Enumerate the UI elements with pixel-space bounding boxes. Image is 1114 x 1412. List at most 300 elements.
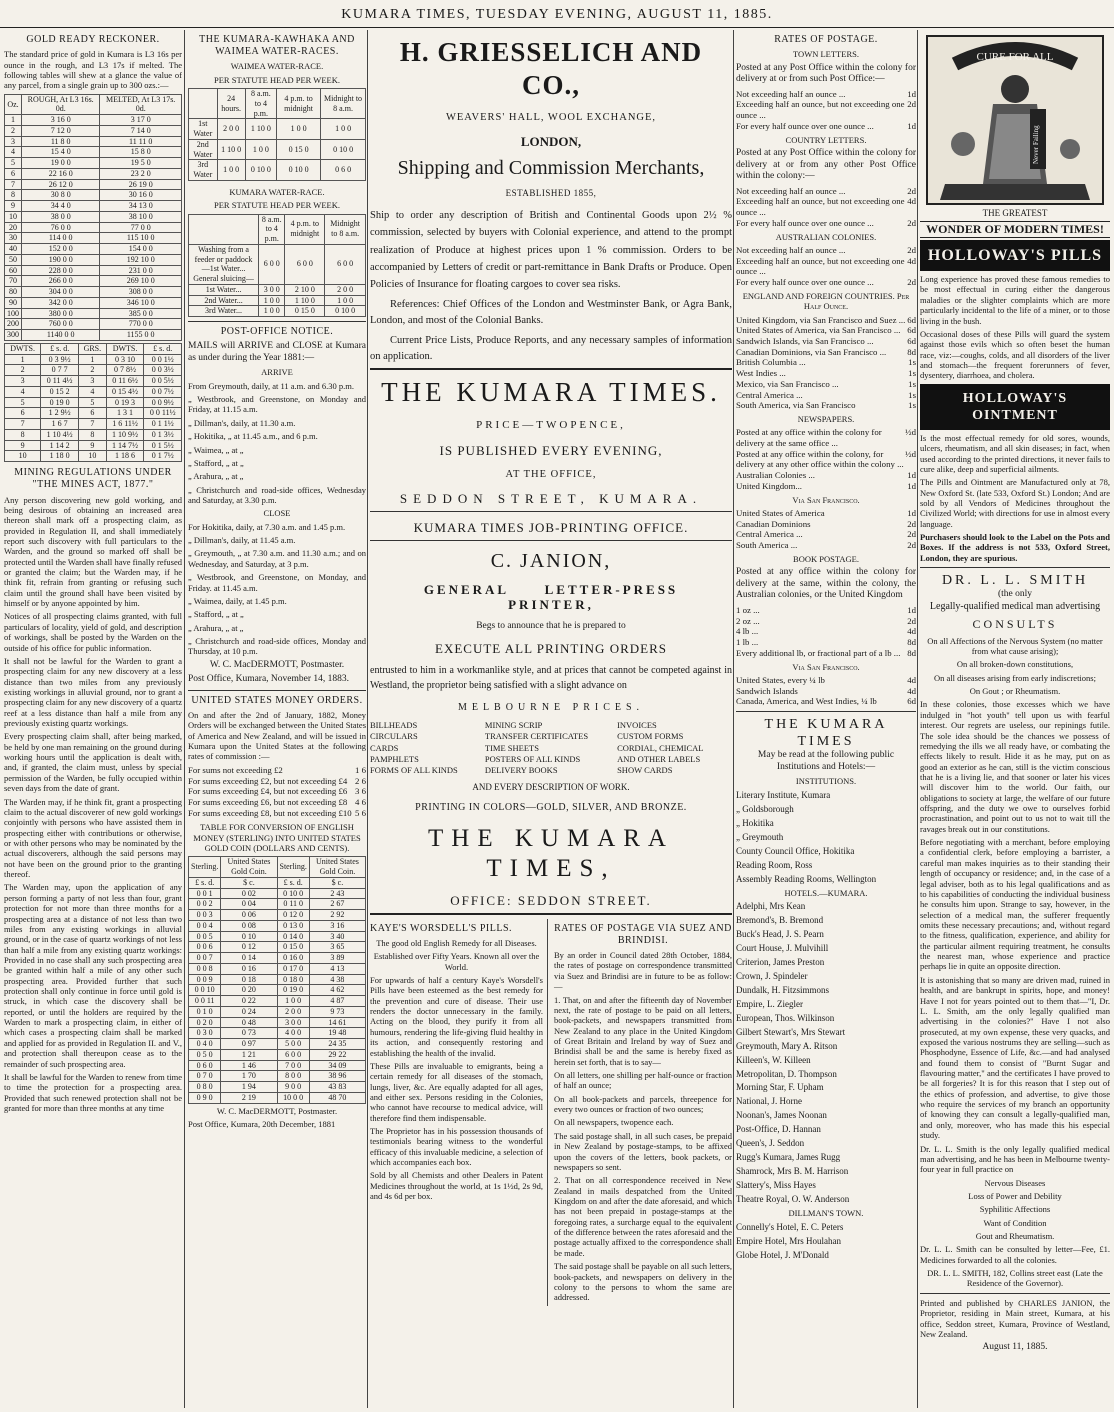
close-line: „ Dillman's, daily, at 11.45 a.m. (188, 535, 296, 546)
table-cell: 34 09 (309, 1060, 365, 1071)
rate-label: For sums exceeding £4, but not exceeding £6 (188, 786, 348, 797)
price-item: DELIVERY BOOKS (484, 765, 558, 776)
rate-value: 8d (907, 647, 916, 658)
table-cell: 10 (79, 451, 107, 462)
table-cell: 0 24 (221, 1006, 277, 1017)
gold-row (5, 265, 182, 276)
cure-for-all-emblem (925, 34, 1105, 206)
table-cell: 1 10 0 (217, 139, 245, 160)
mining-paragraph: Any person discovering new gold working, and being desirous of obtaining an increased area thereon shall mark off a prospecting claim, as provided in Regulation II, and shall immediately report such discovery with full particulars to the Warden, and the ground so marked off shall be protected until the Warden shall have finally refused or granted the claim; but the Warden may, if he think fit, refrain from granting or refusing such claim until the ground shall have been visited by himself or by anyone appointed by him. (4, 494, 182, 609)
rate-row (736, 245, 916, 256)
hotel-item: Theatre Royal, O. W. Anderson (736, 1194, 850, 1205)
dwt-table (4, 343, 182, 462)
mining-paragraph: Every prospecting claim shall, after being marked, be held by one man remaining on the ground during working hours until the application is dealt with, and, if granted, the claim must, unless by special permission of the Warden, be fully occupied within seven days from the date of grant. (4, 731, 182, 794)
rate-label: Central America ... (736, 529, 803, 540)
table-cell: 0 06 (221, 910, 277, 921)
suez-item: On all newspapers, twopence each. (554, 1117, 674, 1128)
table-cell: 2 19 (221, 1092, 277, 1103)
table-cell: 3rd Water... (189, 306, 259, 317)
pills-body-2: Occasional doses of these Pills will guard the system against those evils which so often beset the human race, viz:—coughs, colds, and all disorders of the liver and stomach—the frequent forerunners of fever, dysentery, diarrhoea, and cholera. (920, 328, 1110, 381)
table-header-cell: United States Gold Coin. (221, 857, 277, 878)
arrive-line: „ Waimea, „ at „ (188, 444, 244, 455)
table-cell: 4 0 0 (277, 1028, 309, 1039)
melbourne-prices: MELBOURNE PRICES. (457, 701, 645, 713)
suez-intro: By an order in Council dated 28th October, 1884, the rates of postage on correspondence transmitted via Suez and Brindisi are in future to be as follow:— (554, 950, 732, 992)
hotel-item: Buck's Head, J. S. Pearn (736, 928, 824, 939)
price-item: TRANSFER CERTIFICATES (484, 731, 589, 742)
table-cell: 770 0 0 (100, 319, 182, 330)
rate-value: 1s (908, 378, 916, 389)
hotel-item: Crown, J. Spindeler (736, 970, 808, 981)
gold-row (5, 136, 182, 147)
firm-current: Current Price Lists, Produce Reports, and any necessary samples of information on application. (370, 334, 732, 362)
table-cell: 0 6 0 (321, 160, 366, 181)
conversion-row (189, 1039, 366, 1050)
table-header-cell: 8 a.m. to 4 p.m. (259, 214, 285, 244)
rate-value: 1 6 (355, 764, 366, 775)
table-cell: 10 (5, 211, 22, 222)
dr-disease-item: Syphilitic Affections (979, 1204, 1051, 1215)
table-cell: 0 0 10 (189, 985, 221, 996)
rate-row (188, 808, 366, 819)
rate-value: 6d (907, 314, 916, 325)
rate-label: Sandwich Islands, via San Francisco ... (736, 335, 874, 346)
rate-label: Canada, America, and West Indies, ¼ lb (736, 696, 877, 707)
table-cell: 0 12 (221, 942, 277, 953)
table-cell: 0 16 (221, 963, 277, 974)
conversion-date: Post Office, Kumara, 20th December, 1881 (188, 1119, 336, 1130)
suez-items (554, 995, 732, 1303)
table-cell: 6 0 0 (277, 1049, 309, 1060)
table-cell: 1 0 0 (277, 996, 309, 1007)
conversion-row (189, 1028, 366, 1039)
table-cell: 0 7 7 (41, 365, 79, 376)
price-item: MINING SCRIP (484, 719, 543, 730)
table-cell: 1 18 0 (41, 451, 79, 462)
money-rates (188, 765, 366, 819)
table-cell: 2 92 (309, 910, 365, 921)
rate-label: Exceeding half an ounce, but not exceeding one ounce ... (736, 99, 905, 121)
table-cell: 1 10 4½ (41, 429, 79, 440)
janion-name: C. JANION, (490, 550, 612, 573)
arrive-line: „ Christchurch and road-side offices, Wednesday and Saturday, at 3.30 p.m. (188, 484, 366, 505)
table-cell: 15 8 0 (100, 147, 182, 158)
table-cell: 1 0 0 (259, 306, 285, 317)
rate-label: For sums exceeding £2, but not exceeding £4 (188, 775, 348, 786)
table-cell: 0 0 11½ (144, 408, 182, 419)
table-cell: 1st Water (189, 119, 218, 140)
table-header-cell: MELTED, At L3 17s. 0d. (100, 94, 182, 115)
table-cell: 60 (5, 265, 22, 276)
table-cell: $ c. (221, 877, 277, 888)
institution-item: County Council Office, Hokitika (736, 845, 855, 856)
table-cell: 308 0 0 (100, 287, 182, 298)
table-cell: 0 0 9 (189, 974, 221, 985)
waimea-row-header (189, 89, 366, 119)
rate-label: Mexico, via San Francisco ... (736, 378, 839, 389)
kaye-title: KAYE'S WORSDELL'S PILLS. (370, 922, 513, 934)
gold-row (5, 244, 182, 255)
table-cell: 0 10 0 (277, 888, 309, 899)
firm-trade: Shipping and Commission Merchants, (397, 156, 705, 179)
conversion-row (189, 996, 366, 1007)
rate-value: 1s (908, 368, 916, 379)
rate-row (736, 519, 916, 530)
table-cell: 0 11 4½ (41, 376, 79, 387)
per-week-label-2: PER STATUTE HEAD PER WEEK. (214, 200, 340, 211)
rate-row (736, 89, 916, 100)
table-cell: 380 0 0 (22, 308, 100, 319)
table-cell: 0 13 0 (277, 920, 309, 931)
rate-row (736, 481, 916, 492)
table-cell: 1140 0 0 (22, 330, 100, 341)
dwt-row (5, 354, 182, 365)
conversion-row (189, 942, 366, 953)
table-cell: 3rd Water (189, 160, 218, 181)
suez-item: The said postage shall, in all such cases, be prepaid in New Zealand by postage-stamps, to be affixed upon the covers of the letters, book packets, or newspapers so sent. (554, 1130, 732, 1172)
table-cell: 1 18 6 (106, 451, 144, 462)
table-cell: 20 (5, 222, 22, 233)
every-description: AND EVERY DESCRIPTION OF WORK. (472, 781, 630, 792)
table-cell: 0 16 0 (277, 953, 309, 964)
mining-regulations (4, 495, 182, 1114)
table-cell: 2 (5, 125, 22, 136)
table-header-cell: £ s. d. (144, 343, 182, 354)
table-cell: 0 10 0 (321, 139, 366, 160)
rate-value: 4d (907, 196, 916, 207)
rate-value: 6d (907, 335, 916, 346)
table-cell: 1 0 0 (321, 119, 366, 140)
money-intro: On and after the 2nd of January, 1882, Money Orders will be exchanged between the United States of America and New Zealand, and will be issued in Kumara upon the United States at the following rates of commission :— (188, 710, 366, 762)
table-cell: 0 10 0 (277, 160, 321, 181)
price-item: POSTERS OF ALL KINDS (484, 753, 581, 764)
rate-row (736, 626, 916, 637)
kumara-row (189, 284, 366, 295)
post-office-title: POST-OFFICE NOTICE. (220, 326, 334, 338)
rate-label: 1 lb ... (736, 637, 759, 648)
column-gold-reckoner (4, 30, 182, 1408)
table-cell: 7 (5, 419, 41, 430)
rate-value: 4d (907, 674, 916, 685)
rate-row (736, 470, 916, 481)
table-cell: 2 (5, 365, 41, 376)
rate-row (736, 686, 916, 697)
rate-label: West Indies ... (736, 368, 786, 379)
country-rates (736, 186, 916, 229)
consult-list (920, 636, 1110, 697)
table-cell: 11 11 0 (100, 136, 182, 147)
table-cell: 0 0 6 (189, 942, 221, 953)
rate-row (736, 277, 916, 288)
dr-only: (the only (997, 589, 1033, 600)
institution-item: Assembly Reading Rooms, Wellington (736, 873, 877, 884)
rate-value: 1d (907, 508, 916, 518)
conversion-row (189, 888, 366, 899)
conversion-row (189, 920, 366, 931)
conversion-title: TABLE FOR CONVERSION OF ENGLISH MONEY (STERLING) INTO UNITED STATES GOLD COIN (DOLLARS AND CENTS). (193, 822, 361, 854)
rate-label: Posted at any office within the colony for delivery at the same office ... (736, 427, 882, 449)
table-cell: 1 0 0 (277, 119, 321, 140)
table-cell: 1 (5, 115, 22, 126)
kaye-sub: The good old English Remedy for all Diseases. (376, 937, 537, 948)
table-cell: 0 10 0 (325, 306, 366, 317)
table-cell: 3 (5, 136, 22, 147)
table-cell: 0 15 4½ (106, 386, 144, 397)
rate-value: 1s (908, 357, 916, 368)
hotel-item: European, Thos. Wilkinson (736, 1012, 835, 1023)
sf-rates (736, 508, 916, 551)
close-line: „ Waimea, daily, at 1.45 p.m. (188, 595, 287, 606)
rate-label: Not exceeding half an ounce ... (736, 88, 846, 99)
table-cell: 760 0 0 (22, 319, 100, 330)
table-cell: 8 (5, 190, 22, 201)
ointment-body-2: The Pills and Ointment are Manufactured only at 78, New Oxford St. (late 533, Oxford St.) London; And are sold by all Vendors of Medicines throughout the Civilized World; with directions for use in almost every language. (920, 477, 1110, 529)
table-cell: 231 0 0 (100, 265, 182, 276)
institutions-list (736, 790, 916, 885)
table-cell: 23 2 0 (100, 168, 182, 179)
mining-paragraph: The Warden may, if he think fit, grant a prospecting claim to the actual discoverer of new gold workings conjointly with persons who have assisted them in prospecting either with contributions or otherwise, or with other persons who may be nominated by the actual discoverers, although the said persons may not have been on the ground prior to the granting thereof. (4, 796, 182, 880)
sf2-title: Via San Francisco. (792, 661, 860, 672)
rate-value: ½d (905, 427, 916, 438)
table-cell: 1 (79, 354, 107, 365)
table-cell: 8 (5, 429, 41, 440)
janion-begs: Begs to announce that he is prepared to (476, 621, 626, 632)
table-cell: 3 16 0 (22, 115, 100, 126)
price-item: PAMPHLETS (370, 753, 419, 764)
table-cell: 38 10 0 (100, 211, 182, 222)
table-cell: 6 (5, 408, 41, 419)
conversion-row (189, 1006, 366, 1017)
table-cell: 77 0 0 (100, 222, 182, 233)
rate-label: Every additional lb, or fractional part of a lb ... (736, 647, 901, 658)
price-item: CUSTOM FORMS (617, 731, 684, 742)
kaye-est: Established over Fifty Years. Known all over the World. (373, 951, 540, 972)
hotel-item: Morning Star, F. Upham (736, 1082, 824, 1093)
sf2-rates (736, 675, 916, 707)
gold-row (5, 287, 182, 298)
hotel-item: Metropolitan, D. Thompson (736, 1068, 837, 1079)
close-list (188, 522, 366, 657)
rate-label: For sums exceeding £8, but not exceeding £10 (188, 807, 352, 818)
hotel-item: Bremond's, B. Bremond (736, 914, 824, 925)
table-cell: 1 70 (221, 1071, 277, 1082)
rate-row (188, 786, 366, 797)
table-cell: 3 65 (309, 942, 365, 953)
price-item: INVOICES (617, 719, 657, 730)
conversion-row (189, 1049, 366, 1060)
rate-label: Sandwich Islands (736, 685, 798, 696)
table-cell: 304 0 0 (22, 287, 100, 298)
table-cell: 1 14 2 (41, 440, 79, 451)
table-cell: 9 (79, 440, 107, 451)
rate-value: ½d (905, 448, 916, 459)
rate-row (736, 357, 916, 368)
hotel-item: Queen's, J. Seddon (736, 1138, 805, 1149)
dwt-row (5, 419, 182, 430)
table-cell: 2nd Water (189, 139, 218, 160)
rates-title: RATES OF POSTAGE. (774, 34, 878, 45)
table-header-cell: 24 hours. (217, 89, 245, 119)
kumara-race-title: KUMARA WATER-RACE. (229, 186, 325, 197)
waimea-title: WAIMEA WATER-RACE. (230, 61, 324, 72)
table-cell: 34 4 0 (22, 201, 100, 212)
rate-value: 2 6 (355, 775, 366, 786)
dwt-row (5, 451, 182, 462)
table-cell: 6 (5, 168, 22, 179)
table-cell: 29 22 (309, 1049, 365, 1060)
rate-label: Not exceeding half an ounce ... (736, 185, 846, 196)
rate-row (736, 508, 916, 519)
table-cell: 0 10 (221, 931, 277, 942)
table-cell: 22 16 0 (22, 168, 100, 179)
table-cell: 1 0 0 (325, 295, 366, 306)
table-header-cell: Oz. (5, 94, 22, 115)
dr-address: DR. L. L. SMITH, 182, Collins street east (Late the Residence of the Governor). (927, 1268, 1103, 1289)
rate-label: 1 oz ... (736, 604, 760, 615)
ointment-body-3: Purchasers should look to the Label on the Pots and Boxes. If the address is not 533, Oxford Street, London, they are spurious. (920, 532, 1110, 563)
consult-item: On all broken-down constitutions, (956, 659, 1074, 670)
greatest-label: THE GREATEST (982, 208, 1048, 218)
janion-trade: GENERAL LETTER-PRESS PRINTER, (423, 581, 679, 613)
table-cell: 0 2 0 (189, 1017, 221, 1028)
job-printing-title: KUMARA TIMES JOB-PRINTING OFFICE. (413, 520, 689, 536)
table-cell: 9 (5, 201, 22, 212)
table-cell: 2 (79, 365, 107, 376)
dillman-hotel-item: Empire Hotel, Mrs Houlahan (736, 1235, 841, 1246)
hotel-item: Post-Office, D. Hannan (736, 1124, 821, 1135)
rate-row (188, 765, 366, 776)
dr-body-3: It is astonishing that so many are driven mad, ruined in health, and are bankrupt in spirits, hope, and money! Have I not for years pointed out to them that—"I, Dr. L. L. Smith, am the only legally qualified man advertising in the colonies?" Have I not also prosecuted, at my own expense, these very quacks, and exposed the various nostrums they are selling—such as Phosphodyne, Essence of Life, &c.—and had analysed and found them to consist of "Burnt Sugar and flavouring matter," and the certificates I have proved to be all forgeries? It is for this reason that I step out of the ethics of profession, and advertise, to give those who require the services of my branch an opportunity of knowing they can consult a legally-qualified man, and only, moreover, who has made this his especial study. (920, 974, 1110, 1141)
emblem-text: CURE FOR ALL (976, 51, 1054, 63)
table-cell: 1 3 1 (106, 408, 144, 419)
table-cell: 266 0 0 (22, 276, 100, 287)
table-cell: 0 04 (221, 899, 277, 910)
conversion-row (189, 985, 366, 996)
times-title-2: THE KUMARA TIMES, (428, 824, 674, 883)
table-cell: 0 3 10 (106, 354, 144, 365)
table-cell: £ s. d. (277, 877, 309, 888)
rate-value: 2d (907, 529, 916, 540)
table-cell: 342 0 0 (22, 297, 100, 308)
dwt-row (5, 386, 182, 397)
kaye-body: For upwards of half a century Kaye's Worsdell's Pills have been esteemed as the best remedy for the prevention and cure of disease. Their use renders the doctor unnecessary in the family. Acting on the blood, they purify it from all humours, rendering the life-giving fluid healthy in its action, and consequently restoring and establishing the health of the invalid. (370, 974, 543, 1058)
table-cell: 1 (5, 354, 41, 365)
arrive-line: „ Stafford, „ at „ (188, 457, 244, 468)
kaye-pills-ad (370, 919, 548, 1306)
conversion-row (189, 910, 366, 921)
rate-label: For every half ounce over one ounce ... (736, 120, 874, 131)
institution-item: Reading Room, Ross (736, 859, 813, 870)
times-office: OFFICE: SEDDON STREET. (450, 892, 652, 908)
column-rule (184, 30, 185, 1408)
newspaper-rates (736, 427, 916, 491)
rate-label: For sums not exceeding £2 (188, 764, 283, 775)
table-cell: 4 (5, 386, 41, 397)
hotel-item: Rugg's Kumara, James Rugg (736, 1152, 841, 1163)
arrive-line: „ Westbrook, and Greenstone, on Monday and Friday, at 11.15 a.m. (188, 394, 366, 415)
rate-value: 2d (907, 277, 916, 288)
table-cell: 2nd Water... (189, 295, 259, 306)
table-cell: 5 (5, 158, 22, 169)
table-cell: 4 (5, 147, 22, 158)
rate-label: Canadian Dominions (736, 518, 811, 529)
rate-value: 1d (907, 470, 916, 481)
table-cell: 0 15 0 (285, 306, 325, 317)
rate-row (736, 368, 916, 379)
times-price: PRICE—TWOPENCE, (476, 419, 626, 432)
table-cell: 80 (5, 287, 22, 298)
table-header-cell: DWTS. (5, 343, 41, 354)
arrive-line: „ Dillman's, daily, at 11.30 a.m. (188, 417, 296, 428)
price-item: SHOW CARDS (617, 765, 673, 776)
table-cell: 0 5 0 (189, 1049, 221, 1060)
town-intro: Posted at any Post Office within the colony for delivery at or from such Post Office:— (736, 62, 916, 85)
table-cell: 0 0 3 (189, 910, 221, 921)
mining-paragraph: It shall not be lawful for the Warden to grant a prospecting claim for any new discovery at a less distance than two miles from any previously existing workings in alluvial ground, nor to grant a prospecting claim for any new discovery of a quartz reef at a less distance than half a mile from any previously existing quartz workings. (4, 655, 182, 729)
dr-body-4: Dr. L. L. Smith is the only legally qualified medical man advertising, and he has been in Melbourne twenty-four year in full practice on (920, 1143, 1110, 1175)
masthead: KUMARA TIMES, TUESDAY EVENING, AUGUST 11, 1885. (0, 6, 1114, 28)
book-rates (736, 605, 916, 659)
dr-letter: Dr. L. L. Smith can be consulted by letter—Fee, £1. Medicines forwarded to all the colonies. (920, 1244, 1110, 1265)
table-cell: 1 0 0 (245, 139, 276, 160)
rate-label: Exceeding half an ounce, but not exceeding one ounce ... (736, 196, 905, 218)
column-rule (367, 30, 368, 1408)
australian-rates (736, 245, 916, 288)
table-cell: 1 46 (221, 1060, 277, 1071)
rate-value: 1d (907, 604, 916, 615)
table-cell: 0 17 0 (277, 963, 309, 974)
suez-item: 2. That on all correspondence received in New Zealand in mails despatched from the United Kingdom on and after the date aforesaid, and which has not been prepaid in postage-stamps at the foregoing rates, a surcharge equal to the equivalent of the difference between the rates aforesaid and the postage actually affixed to the correspondence shall be made. (554, 1175, 732, 1258)
table-cell: 9 73 (309, 1006, 365, 1017)
dwt-row (5, 365, 182, 376)
rate-label: Australian Colonies ... (736, 470, 815, 481)
gold-intro: The standard price of gold in Kumara is L3 16s per ounce in the rough, and L3 17s if melted. The following tables will shew at a glance the value of any parcel, from a single grain up to 300 ozs.:— (4, 49, 182, 91)
rate-row (736, 449, 916, 470)
gold-row (5, 158, 182, 169)
firm-references: References: Chief Offices of the London and Westminster Bank, or Agra Bank, London, and most of the Colonial Banks. (370, 299, 732, 327)
town-title: TOWN LETTERS. (793, 49, 859, 60)
table-cell: 3 40 (309, 931, 365, 942)
gold-row (5, 319, 182, 330)
table-cell: 6 0 0 (325, 244, 366, 284)
suez-item: On all letters, one shilling per half-ounce or fraction of half an ounce; (554, 1070, 732, 1091)
conversion-row (189, 974, 366, 985)
consult-item: On all Affections of the Nervous System (no matter from what cause arising); (927, 635, 1103, 656)
table-cell: 0 3 0 (189, 1028, 221, 1039)
conversion-row (189, 1092, 366, 1103)
table-cell: 1 21 (221, 1049, 277, 1060)
dwt-row (5, 376, 182, 387)
dillman-hotels (736, 1222, 916, 1261)
table-cell: 38 0 0 (22, 211, 100, 222)
table-cell: 2 0 0 (217, 119, 245, 140)
dr-disease-item: Want of Condition (983, 1217, 1047, 1228)
gold-row (5, 276, 182, 287)
rate-value: 3 6 (355, 786, 366, 797)
column-water-races (188, 30, 366, 1408)
rate-label: 2 oz ... (736, 615, 760, 626)
rate-row (736, 390, 916, 401)
printing-colors: PRINTING IN COLORS—GOLD, SILVER, AND BRONZE. (415, 801, 687, 813)
table-cell: 50 (5, 254, 22, 265)
mining-paragraph: It shall be lawful for the Warden to renew from time to time the protection for a prospecting area. Provided that such renewed protection shall not be granted for more than three months at any time (4, 1071, 182, 1113)
conversion-row (189, 931, 366, 942)
water-title: THE KUMARA-KAWHAKA AND WAIMEA WATER-RACES. (199, 34, 355, 58)
table-cell: 2 0 0 (325, 284, 366, 295)
consults-label: CONSULTS (972, 617, 1058, 632)
rate-row (736, 315, 916, 326)
institution-item: Literary Institute, Kumara (736, 789, 831, 800)
